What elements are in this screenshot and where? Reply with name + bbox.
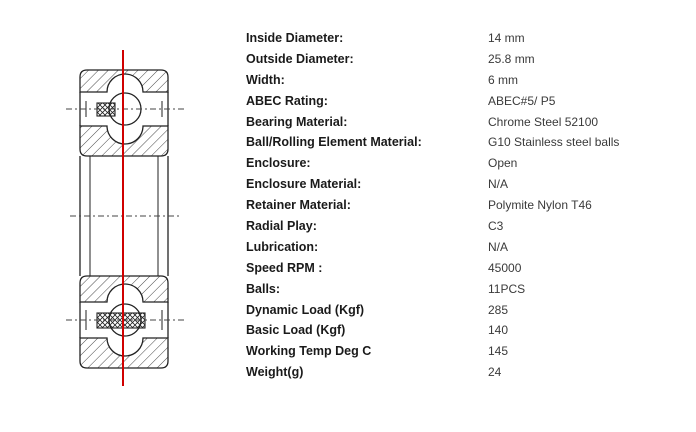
spec-label: Lubrication: (246, 239, 319, 254)
spec-row (246, 49, 686, 70)
spec-label: Weight(g) (246, 365, 304, 380)
spec-value: ABEC#5/ P5 (488, 93, 556, 108)
spec-value: N/A (488, 177, 509, 192)
spec-row (246, 279, 686, 300)
spec-label: Speed RPM : (246, 260, 323, 275)
bearing-drawing (0, 0, 240, 427)
spec-value: 285 (488, 302, 509, 317)
spec-value: C3 (488, 219, 504, 234)
spec-value: 25.8 mm (488, 51, 535, 66)
bearing-cross-section-icon (0, 0, 240, 427)
spec-label: Outside Diameter: (246, 51, 354, 66)
spec-row (246, 300, 686, 321)
spec-label: Enclosure: (246, 156, 311, 171)
spec-value: 45000 (488, 260, 522, 275)
spec-row (246, 320, 686, 341)
spec-row (246, 174, 686, 195)
spec-label: Basic Load (Kgf) (246, 323, 346, 338)
spec-label: Inside Diameter: (246, 31, 344, 45)
spec-value: Polymite Nylon T46 (488, 198, 592, 213)
spec-value: 11PCS (488, 281, 526, 296)
spec-value: 24 (488, 365, 502, 380)
spec-row (246, 216, 686, 237)
spec-list (246, 28, 686, 383)
spec-value: 6 mm (488, 72, 518, 87)
spec-row (246, 258, 686, 279)
spec-row (246, 91, 686, 112)
spec-value: 14 mm (488, 31, 525, 45)
spec-row (246, 132, 686, 153)
spec-value: Open (488, 156, 518, 171)
spec-label: ABEC Rating: (246, 93, 328, 108)
spec-row (246, 195, 686, 216)
spec-label: Radial Play: (246, 219, 317, 234)
spec-value: Chrome Steel 52100 (488, 114, 599, 129)
spec-label: Working Temp Deg C (246, 344, 372, 359)
spec-label: Ball/Rolling Element Material: (246, 135, 422, 150)
spec-row (246, 237, 686, 258)
spec-value: 145 (488, 344, 509, 359)
spec-value: N/A (488, 239, 509, 254)
spec-label: Enclosure Material: (246, 177, 362, 192)
spec-label: Retainer Material: (246, 198, 351, 213)
spec-row (246, 362, 686, 383)
spec-row (246, 28, 686, 49)
spec-row (246, 341, 686, 362)
spec-row (246, 153, 686, 174)
spec-value: G10 Stainless steel balls (488, 135, 620, 150)
spec-row (246, 112, 686, 133)
spec-label: Bearing Material: (246, 114, 348, 129)
spec-label: Balls: (246, 281, 281, 296)
spec-label: Width: (246, 72, 285, 87)
spec-label: Dynamic Load (Kgf) (246, 302, 365, 317)
spec-row (246, 70, 686, 91)
spec-value: 140 (488, 323, 509, 338)
